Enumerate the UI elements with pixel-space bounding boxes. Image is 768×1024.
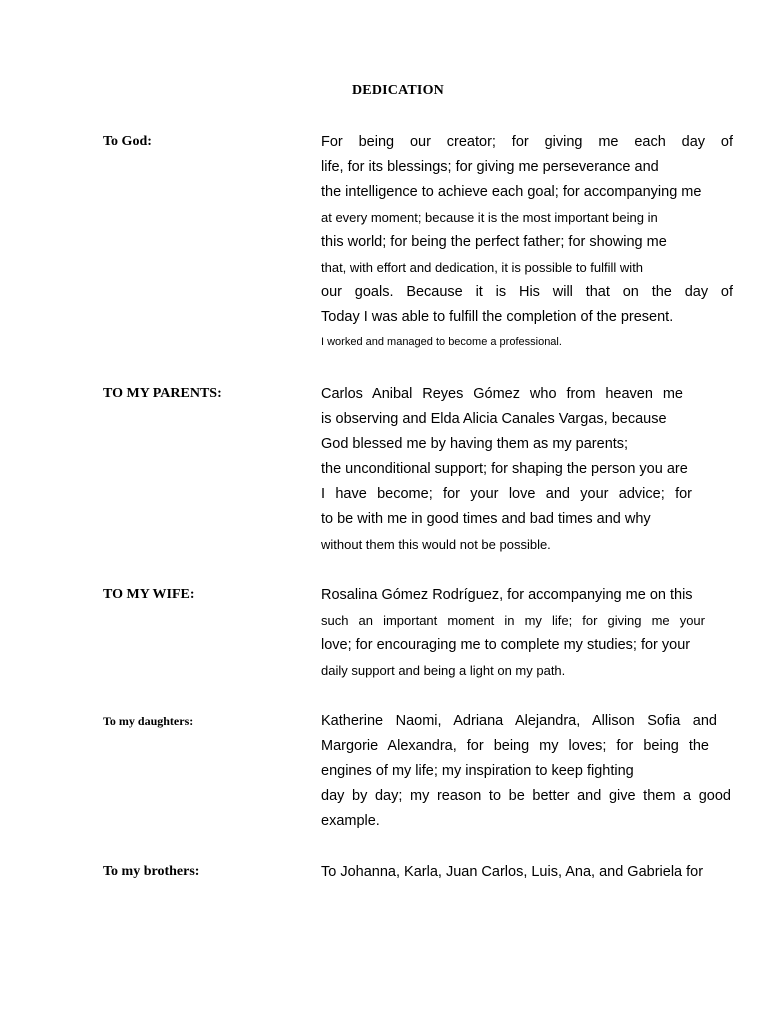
text-line: that, with effort and dedication, it is possible to fulfill with: [321, 260, 644, 275]
section-text-god: [321, 130, 733, 355]
section-label-daughters: To my daughters:: [103, 714, 194, 728]
text-line: I have become; for your love and your advice; for: [321, 486, 692, 502]
text-line: day by day; my reason to be better and give them a good: [321, 788, 731, 804]
section-label-brothers: To my brothers:: [103, 864, 200, 879]
text-line: to be with me in good times and bad times and why: [321, 511, 651, 527]
text-line: Katherine Naomi, Adriana Alejandra, Allison Sofia and: [321, 713, 717, 729]
text-line: Rosalina Gómez Rodríguez, for accompanying me on this: [321, 587, 693, 603]
text-line: Carlos Anibal Reyes Gómez who from heaven me: [321, 386, 683, 402]
text-line: love; for encouraging me to complete my studies; for your: [321, 637, 691, 653]
text-line: engines of my life; my inspiration to keep fighting: [321, 763, 634, 779]
section-text-wife: [321, 583, 733, 683]
text-line: I worked and managed to become a professional.: [321, 336, 562, 348]
section-text-brothers: [321, 860, 733, 885]
text-line: our goals. Because it is His will that on the day of: [321, 284, 733, 300]
text-line: without them this would not be possible.: [321, 537, 551, 552]
text-line: example.: [321, 813, 380, 829]
text-line: God blessed me by having them as my parents;: [321, 436, 629, 452]
section-label-wife: TO MY WIFE:: [103, 587, 195, 602]
text-line: life, for its blessings; for giving me perseverance and: [321, 159, 659, 175]
page-title: DEDICATION: [352, 83, 444, 98]
text-line: this world; for being the perfect father; for showing me: [321, 234, 667, 250]
section-text-parents: [321, 382, 733, 557]
section-label-parents: TO MY PARENTS:: [103, 386, 222, 401]
section-label-god: To God:: [103, 134, 152, 149]
text-line: the unconditional support; for shaping the person you are: [321, 461, 688, 477]
text-line: Margorie Alexandra, for being my loves; for being the: [321, 738, 709, 754]
text-line: the intelligence to achieve each goal; for accompanying me: [321, 184, 702, 200]
text-line: For being our creator; for giving me each day of: [321, 134, 733, 150]
text-line: such an important moment in my life; for giving me your: [321, 613, 705, 628]
section-text-daughters: [321, 709, 733, 834]
text-line: Today I was able to fulfill the completion of the present.: [321, 309, 674, 325]
text-line: is observing and Elda Alicia Canales Vargas, because: [321, 411, 667, 427]
text-line: To Johanna, Karla, Juan Carlos, Luis, Ana, and Gabriela for: [321, 864, 704, 880]
text-line: daily support and being a light on my path.: [321, 663, 566, 678]
text-line: at every moment; because it is the most important being in: [321, 210, 658, 225]
